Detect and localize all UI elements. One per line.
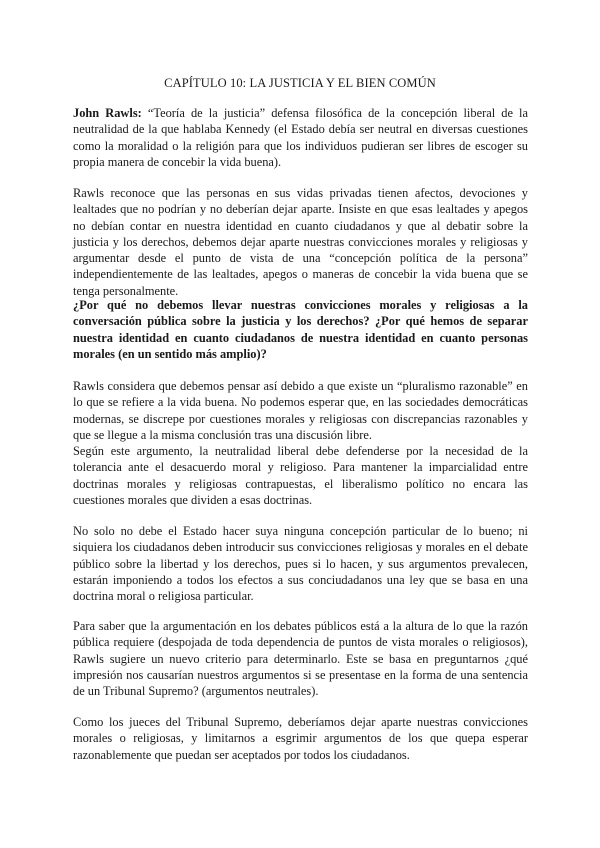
paragraph-pluralism-a: Rawls considera que debemos pensar así debido a que existe un “pluralismo razonable” en lo que se refiere a la vida buena. No podemos esperar que, en las sociedades democráticas modernas, se discrepe por cuestiones morales y religiosas con discrepancias razonables y que se llegue a la misma conclusión tras una discusión libre. (73, 379, 528, 442)
paragraph-supreme-court: Como los jueces del Tribunal Supremo, deberíamos dejar aparte nuestras convicciones morales o religiosas, y limitarnos a esgrimir argumentos de los que quepa esperar razonablemente que puedan ser aceptados por todos los ciudadanos. (73, 715, 528, 762)
paragraph-rawls-recognizes: Rawls reconoce que las personas en sus vidas privadas tienen afectos, devociones y lealtades que no podrían y no deberían dejar aparte. Insiste en que esas lealtades y apegos no debían contar en nuestra identidad en cuanto ciudadanos y que al debatir sobre la justicia y los derechos, debemos dejar aparte nuestras convicciones morales y religiosas y argumentar desde el punto de vista de una “concepción política de la persona” independientemente de las lealtades, apegos o maneras de concebir la vida buena que se tenga personalmente. (73, 186, 528, 298)
paragraph-public-reason: Para saber que la argumentación en los debates públicos está a la altura de lo que la razón pública requiere (despojada de toda dependencia de puntos de vista morales o religiosos), Rawls sugiere un nuevo criterio para determinarlo. Este se basa en preguntarnos ¿qué impresión nos causarían nuestros argumentos si se presentase en la forma de una sentencia de un Tribunal Supremo? (argumentos neutrales). (73, 619, 528, 699)
intro-text: “Teoría de la justicia” defensa filosófica de la concepción liberal de la neutralidad de la que hablaba Kennedy (el Estado debía ser neutral en diversas cuestiones como la moralidad o la religión para que los individuos pudieran ser libres de escoger su propia manera de concebir la vida buena). (73, 106, 528, 169)
question-heading: ¿Por qué no debemos llevar nuestras convicciones morales y religiosas a la conversación pública sobre la justicia y los derechos? ¿Por qué hemos de separar nuestra identidad en cuanto ciudadanos de nuestra identidad en cuanto personas morales (en un sentido más amplio)? (73, 298, 528, 361)
author-lead: John Rawls: (73, 106, 142, 120)
paragraph-pluralism-b: Según este argumento, la neutralidad liberal debe defenderse por la necesidad de la tolerancia ante el desacuerdo moral y religioso. Para mantener la imparcialidad entre doctrinas morales y religiosas contrapuestas, el liberalismo político no encara las cuestiones morales que dividen a esas doctrinas. (73, 444, 528, 508)
paragraph-state-neutrality: No solo no debe el Estado hacer suya ninguna concepción particular de lo bueno; ni siquiera los ciudadanos deben introducir sus convicciones religiosas y morales en el debate público sobre la libertad y los derechos, pues si lo hacen, y sus argumentos prevalecen, estarán imponiendo a todos los efectos a sus conciudadanos una ley que se basa en una doctrina moral o religiosa particular. (73, 524, 528, 604)
paragraph-pluralism (73, 378, 528, 508)
page-title: CAPÍTULO 10: LA JUSTICIA Y EL BIEN COMÚN (164, 76, 436, 90)
paragraph-intro (73, 105, 528, 170)
